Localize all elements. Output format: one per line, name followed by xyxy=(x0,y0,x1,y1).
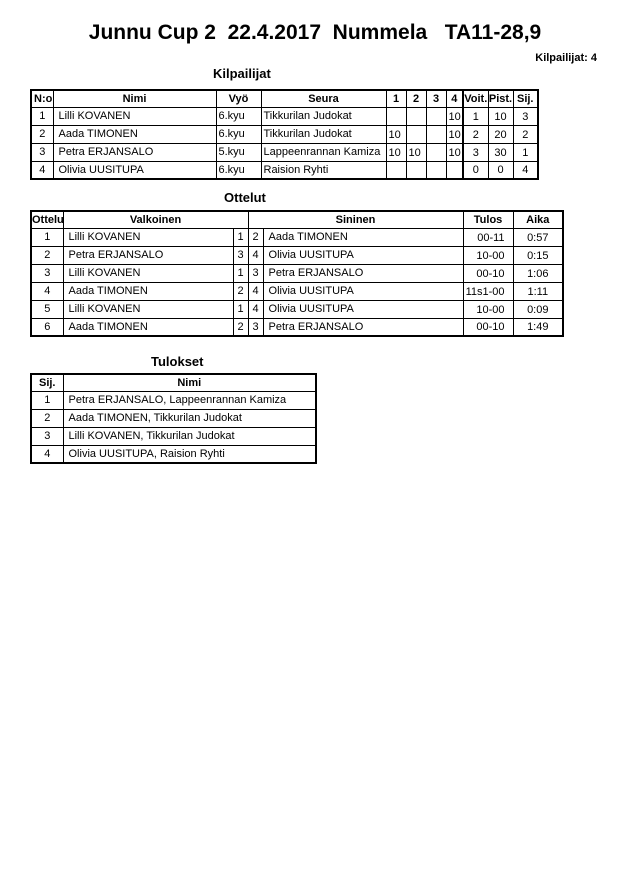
cell-vyo: 5.kyu xyxy=(216,143,261,161)
cell-rank: 1 xyxy=(31,391,63,409)
tulokset-header-row xyxy=(31,374,316,391)
cell-score-4 xyxy=(446,161,463,179)
cell-result: 00-10 xyxy=(463,318,513,336)
cell-vyo: 6.kyu xyxy=(216,107,261,125)
cell-match-no: 5 xyxy=(31,300,63,318)
cell-score-1: 10 xyxy=(386,143,406,161)
cell-white-name: Aada TIMONEN xyxy=(63,318,233,336)
ottelut-row xyxy=(31,300,563,318)
ottelut-row xyxy=(31,246,563,264)
cell-score-4: 10 xyxy=(446,125,463,143)
cell-score-2 xyxy=(406,161,426,179)
cell-voit: 2 xyxy=(463,125,488,143)
cell-white-no: 3 xyxy=(233,246,248,264)
section-title-ottelut: Ottelut xyxy=(224,190,266,205)
cell-rank: 2 xyxy=(31,409,63,427)
cell-result: 00-11 xyxy=(463,228,513,246)
cell-pist: 0 xyxy=(488,161,513,179)
cell-white-no: 1 xyxy=(233,264,248,282)
kilpailijat-table xyxy=(30,89,539,180)
cell-time: 1:49 xyxy=(513,318,563,336)
cell-vyo: 6.kyu xyxy=(216,125,261,143)
cell-blue-no: 3 xyxy=(248,264,263,282)
cell-name-club: Petra ERJANSALO, Lappeenrannan Kamiza xyxy=(63,391,316,409)
cell-no: 2 xyxy=(31,125,53,143)
cell-blue-name: Olivia UUSITUPA xyxy=(263,282,463,300)
col-header-voit: Voit. xyxy=(463,90,488,107)
cell-nimi: Aada TIMONEN xyxy=(53,125,216,143)
cell-score-4: 10 xyxy=(446,107,463,125)
cell-nimi: Lilli KOVANEN xyxy=(53,107,216,125)
cell-no: 1 xyxy=(31,107,53,125)
cell-white-name: Aada TIMONEN xyxy=(63,282,233,300)
cell-score-3 xyxy=(426,125,446,143)
cell-pist: 20 xyxy=(488,125,513,143)
cell-sij: 4 xyxy=(513,161,538,179)
col-header-3: 3 xyxy=(426,90,446,107)
cell-blue-name: Olivia UUSITUPA xyxy=(263,246,463,264)
ottelut-row xyxy=(31,228,563,246)
kilpailijat-row xyxy=(31,125,538,143)
section-title-kilpailijat: Kilpailijat xyxy=(213,66,271,81)
col-header-sij: Sij. xyxy=(31,374,63,391)
ottelut-table xyxy=(30,210,564,337)
cell-score-2: 10 xyxy=(406,143,426,161)
cell-blue-name: Petra ERJANSALO xyxy=(263,264,463,282)
col-header-sij: Sij. xyxy=(513,90,538,107)
col-header-pist: Pist. xyxy=(488,90,513,107)
cell-rank: 3 xyxy=(31,427,63,445)
cell-score-2 xyxy=(406,125,426,143)
cell-white-name: Petra ERJANSALO xyxy=(63,246,233,264)
col-header-4: 4 xyxy=(446,90,463,107)
tulokset-row xyxy=(31,427,316,445)
tulokset-table xyxy=(30,373,317,464)
col-header-nimi: Nimi xyxy=(63,374,316,391)
cell-match-no: 3 xyxy=(31,264,63,282)
cell-seura: Tikkurilan Judokat xyxy=(261,125,386,143)
cell-seura: Lappeenrannan Kamiza xyxy=(261,143,386,161)
cell-match-no: 4 xyxy=(31,282,63,300)
col-header-2: 2 xyxy=(406,90,426,107)
cell-score-3 xyxy=(426,161,446,179)
cell-blue-no: 3 xyxy=(248,318,263,336)
cell-result: 10-00 xyxy=(463,246,513,264)
cell-white-no: 1 xyxy=(233,300,248,318)
kilpailijat-row xyxy=(31,161,538,179)
cell-white-no: 2 xyxy=(233,318,248,336)
cell-score-4: 10 xyxy=(446,143,463,161)
cell-sij: 3 xyxy=(513,107,538,125)
cell-blue-no: 4 xyxy=(248,282,263,300)
cell-blue-name: Olivia UUSITUPA xyxy=(263,300,463,318)
cell-match-no: 2 xyxy=(31,246,63,264)
page-title: Junnu Cup 2 22.4.2017 Nummela TA11-28,9 xyxy=(88,21,542,44)
competitor-count: Kilpailijat: 4 xyxy=(535,52,597,64)
cell-time: 1:06 xyxy=(513,264,563,282)
cell-voit: 1 xyxy=(463,107,488,125)
cell-white-no: 1 xyxy=(233,228,248,246)
cell-score-1 xyxy=(386,107,406,125)
cell-blue-name: Aada TIMONEN xyxy=(263,228,463,246)
col-header-aika: Aika xyxy=(513,211,563,228)
cell-voit: 0 xyxy=(463,161,488,179)
ottelut-row xyxy=(31,264,563,282)
cell-nimi: Petra ERJANSALO xyxy=(53,143,216,161)
col-header-1: 1 xyxy=(386,90,406,107)
kilpailijat-row xyxy=(31,107,538,125)
tulokset-row xyxy=(31,409,316,427)
cell-blue-name: Petra ERJANSALO xyxy=(263,318,463,336)
cell-result: 00-10 xyxy=(463,264,513,282)
cell-name-club: Lilli KOVANEN, Tikkurilan Judokat xyxy=(63,427,316,445)
col-header-vyo: Vyö xyxy=(216,90,261,107)
cell-time: 0:09 xyxy=(513,300,563,318)
cell-score-2 xyxy=(406,107,426,125)
cell-white-name: Lilli KOVANEN xyxy=(63,264,233,282)
col-header-tulos: Tulos xyxy=(463,211,513,228)
col-header-ottelu: Ottelu xyxy=(31,211,63,228)
cell-score-3 xyxy=(426,107,446,125)
cell-vyo: 6.kyu xyxy=(216,161,261,179)
cell-sij: 2 xyxy=(513,125,538,143)
section-title-tulokset: Tulokset xyxy=(151,354,204,369)
col-header-nimi: Nimi xyxy=(53,90,216,107)
cell-time: 0:15 xyxy=(513,246,563,264)
cell-match-no: 1 xyxy=(31,228,63,246)
cell-blue-no: 4 xyxy=(248,246,263,264)
cell-match-no: 6 xyxy=(31,318,63,336)
kilpailijat-header-row xyxy=(31,90,538,107)
tulokset-row xyxy=(31,445,316,463)
tulokset-row xyxy=(31,391,316,409)
cell-no: 3 xyxy=(31,143,53,161)
cell-blue-no: 2 xyxy=(248,228,263,246)
cell-name-club: Olivia UUSITUPA, Raision Ryhti xyxy=(63,445,316,463)
col-header-no: N:o xyxy=(31,90,53,107)
col-header-seura: Seura xyxy=(261,90,386,107)
cell-no: 4 xyxy=(31,161,53,179)
cell-result: 10-00 xyxy=(463,300,513,318)
ottelut-row xyxy=(31,282,563,300)
col-header-valkoinen: Valkoinen xyxy=(63,211,248,228)
col-header-sininen: Sininen xyxy=(248,211,463,228)
cell-pist: 30 xyxy=(488,143,513,161)
cell-seura: Tikkurilan Judokat xyxy=(261,107,386,125)
cell-result: 11s1-00 xyxy=(463,282,513,300)
cell-name-club: Aada TIMONEN, Tikkurilan Judokat xyxy=(63,409,316,427)
kilpailijat-row xyxy=(31,143,538,161)
cell-pist: 10 xyxy=(488,107,513,125)
cell-white-name: Lilli KOVANEN xyxy=(63,300,233,318)
cell-nimi: Olivia UUSITUPA xyxy=(53,161,216,179)
cell-white-no: 2 xyxy=(233,282,248,300)
cell-time: 0:57 xyxy=(513,228,563,246)
ottelut-row xyxy=(31,318,563,336)
cell-score-3 xyxy=(426,143,446,161)
cell-score-1: 10 xyxy=(386,125,406,143)
cell-voit: 3 xyxy=(463,143,488,161)
cell-score-1 xyxy=(386,161,406,179)
cell-time: 1:11 xyxy=(513,282,563,300)
cell-white-name: Lilli KOVANEN xyxy=(63,228,233,246)
cell-rank: 4 xyxy=(31,445,63,463)
cell-seura: Raision Ryhti xyxy=(261,161,386,179)
ottelut-header-row xyxy=(31,211,563,228)
cell-blue-no: 4 xyxy=(248,300,263,318)
cell-sij: 1 xyxy=(513,143,538,161)
